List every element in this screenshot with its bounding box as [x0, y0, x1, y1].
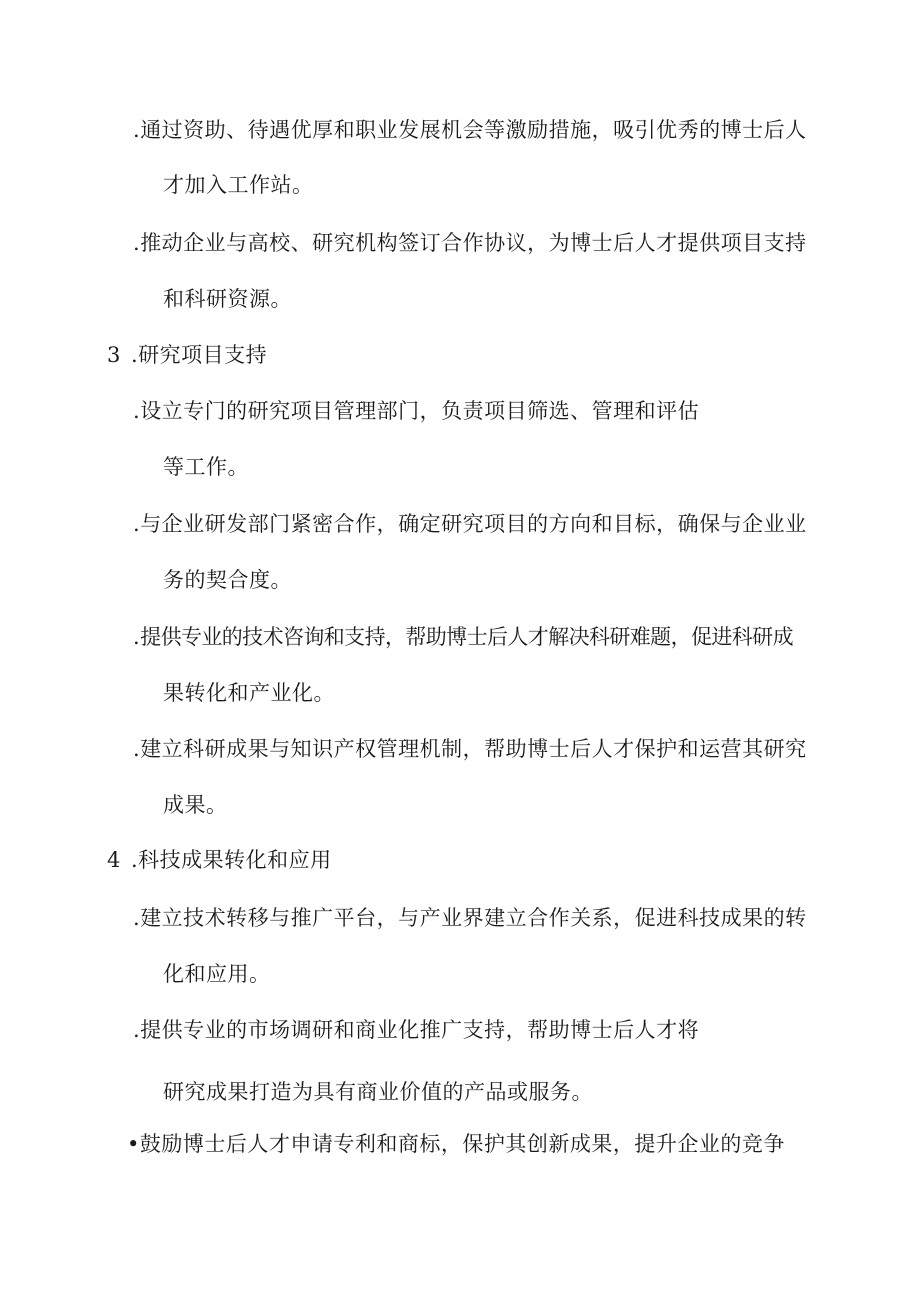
section-number: 3 — [107, 343, 121, 367]
paragraph-text: 化和应用。 — [163, 962, 271, 986]
paragraph-text: 研究成果打造为具有商业价值的产品或服务。 — [163, 1080, 593, 1104]
section-heading — [107, 845, 332, 875]
paragraph-text: 成果。 — [163, 793, 228, 817]
paragraph-text: 果转化和产业化。 — [163, 681, 335, 705]
bullet-item — [133, 734, 807, 764]
paragraph-text: 与企业研发部门紧密合作，确定研究项目的方向和目标，确保与企业业 — [140, 512, 807, 536]
bullet-marker: . — [133, 625, 141, 649]
bullet-marker: • — [127, 1132, 140, 1156]
bullet-marker: . — [133, 512, 141, 536]
continuation-line — [163, 1077, 593, 1107]
bullet-item — [133, 509, 807, 539]
continuation-line — [163, 284, 292, 314]
paragraph-text: 建立科研成果与知识产权管理机制，帮助博士后人才保护和运营其研究 — [140, 737, 807, 761]
bullet-item — [133, 903, 807, 933]
continuation-line — [163, 790, 228, 820]
paragraph-text: 通过资助、待遇优厚和职业发展机会等激励措施，吸引优秀的博士后人 — [140, 118, 807, 142]
paragraph-text: 提供专业的市场调研和商业化推广支持，帮助博士后人才将 — [140, 1018, 700, 1042]
section-heading — [107, 340, 267, 370]
continuation-line — [163, 452, 249, 482]
continuation-line — [163, 565, 292, 595]
bullet-item — [133, 115, 807, 145]
paragraph-text: 鼓励博士后人才申请专利和商标，保护其创新成果，提升企业的竞争 — [139, 1132, 785, 1156]
bullet-item — [133, 1015, 699, 1045]
continuation-line — [163, 959, 271, 989]
paragraph-text: 和科研资源。 — [163, 287, 292, 311]
paragraph-text: 建立技术转移与推广平台，与产业界建立合作关系，促进科技成果的转 — [140, 906, 807, 930]
bullet-marker: . — [133, 906, 141, 930]
bullet-marker: . — [133, 231, 141, 255]
section-title: .科技成果转化和应用 — [131, 848, 332, 872]
paragraph-text: 等工作。 — [163, 455, 249, 479]
section-title: .研究项目支持 — [131, 343, 268, 367]
section-number: 4 — [107, 848, 121, 872]
bullet-marker: . — [133, 1018, 141, 1042]
bullet-marker: . — [133, 399, 141, 423]
bullet-item — [133, 228, 807, 258]
paragraph-text: 推动企业与高校、研究机构签订合作协议，为博士后人才提供项目支持 — [140, 231, 807, 255]
bullet-item — [133, 622, 793, 652]
paragraph-text: 设立专门的研究项目管理部门，负责项目筛选、管理和评估 — [140, 399, 700, 423]
continuation-line — [163, 678, 335, 708]
paragraph-text: 务的契合度。 — [163, 568, 292, 592]
bullet-marker: . — [133, 737, 141, 761]
paragraph-text: 才加入工作站。 — [163, 173, 314, 197]
paragraph-text: 提供专业的技术咨询和支持，帮助博士后人才解决科研难题，促进科研成 — [140, 625, 793, 649]
bullet-item — [127, 1129, 785, 1159]
bullet-item — [133, 396, 699, 426]
bullet-marker: . — [133, 118, 141, 142]
continuation-line — [163, 170, 314, 200]
